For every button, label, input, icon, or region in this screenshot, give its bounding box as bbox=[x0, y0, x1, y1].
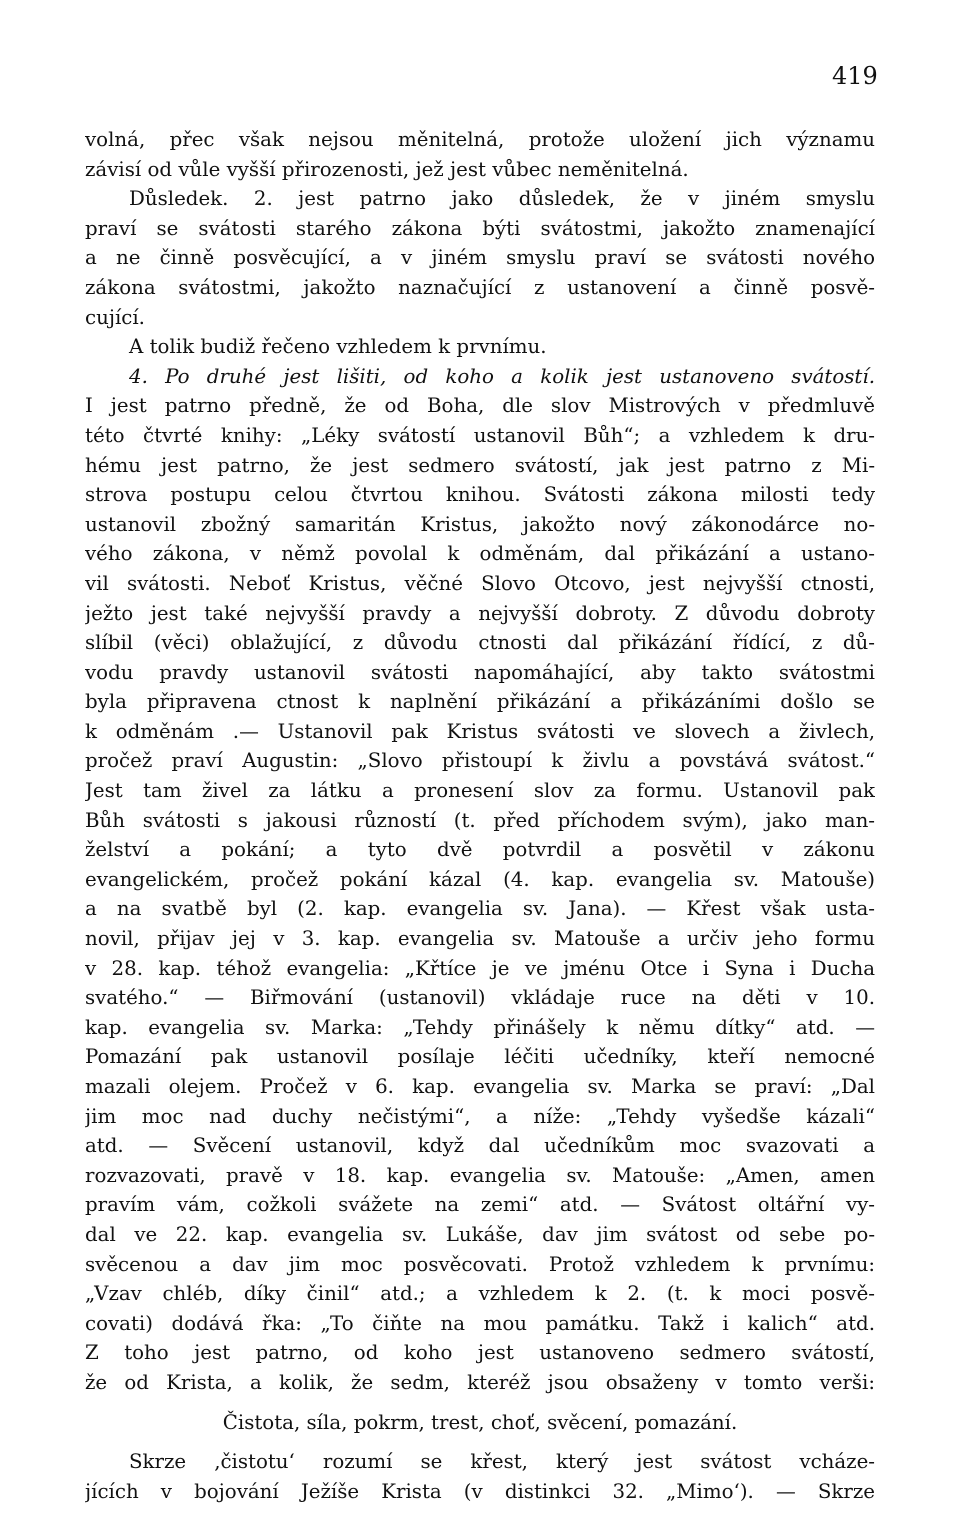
text-line: cující. bbox=[85, 305, 145, 329]
section-heading-line: 4. Po druhé jest lišiti, od koho a kolik jest ustanoveno svátostí. bbox=[129, 364, 875, 388]
text-line: závisí od vůle vyšší přirozenosti, jež jest vůbec neměnitelná. bbox=[85, 157, 689, 181]
text-line: praví se svátosti starého zákona býti svátostmi, jakožto znamenající bbox=[85, 216, 875, 240]
text-line: ježto jest také nejvyšší pravdy a nejvyšší dobroty. Z důvodu dobroty bbox=[85, 601, 875, 625]
text-line: této čtvrté knihy: „Léky svátostí ustanovil Bůh“; a vzhledem k dru- bbox=[85, 423, 875, 447]
text-line: A tolik budiž řečeno vzhledem k prvnímu. bbox=[129, 335, 547, 359]
text-line: evangelickém, pročež pokání kázal (4. kap. evangelia sv. Matouše) bbox=[85, 867, 875, 891]
text-line: vého zákona, v němž povolal k odměnám, dal přikázání a ustano- bbox=[85, 542, 875, 566]
verse-line: Čistota, síla, pokrm, trest, choť, svěcení, pomazání. bbox=[222, 1410, 738, 1434]
text-line: strova postupu celou čtvrtou knihou. Svátosti zákona milosti tedy bbox=[85, 483, 875, 507]
text-line: atd. — Svěcení ustanovil, když dal učedníkům moc svazovati a bbox=[85, 1134, 875, 1158]
text-line: covati) dodává řka: „To čiňte na mou památku. Takž i kalich“ atd. bbox=[85, 1311, 875, 1335]
text-line: jim moc nad duchy nečistými“, a níže: „Tehdy vyšedše kázali“ bbox=[85, 1104, 875, 1128]
text-line: k odměnám .— Ustanovil pak Kristus svátosti ve slovech a živlech, bbox=[85, 719, 875, 743]
text-line: Z toho jest patrno, od koho jest ustanoveno sedmero svátostí, bbox=[85, 1341, 875, 1365]
text-line: vil svátosti. Neboť Kristus, věčné Slovo Otcovo, jest nejvyšší ctnosti, bbox=[85, 571, 875, 595]
text-line: ustanovil zbožný samaritán Kristus, jakožto nový zákonodárce no- bbox=[85, 512, 875, 536]
text-line: slíbil (věci) oblažující, z důvodu ctnosti dal přikázání řídící, z dů- bbox=[85, 631, 875, 655]
text-line: v 28. kap. téhož evangelia: „Křtíce je ve jménu Otce i Syna i Ducha bbox=[85, 956, 875, 980]
text-line: vodu pravdy ustanovil svátosti napomáhající, aby takto svátostmi bbox=[85, 660, 875, 684]
text-line: pravím vám, cožkoli svážete na zemi“ atd. — Svátost oltářní vy- bbox=[85, 1193, 875, 1217]
text-line: a na svatbě byl (2. kap. evangelia sv. Jana). — Křest však usta- bbox=[85, 897, 875, 921]
text-line: kap. evangelia sv. Marka: „Tehdy přinášely k němu dítky“ atd. — bbox=[85, 1015, 875, 1039]
text-line: svěcenou a dav jim moc posvěcovati. Protož vzhledem k prvnímu: bbox=[85, 1252, 875, 1276]
text-line: „Vzav chléb, díky činil“ atd.; a vzhledem k 2. (t. k moci posvě- bbox=[85, 1282, 875, 1306]
text-line: jících v bojování Ježíše Krista (v distinkci 32. „Mimo‘). — Skrze bbox=[85, 1479, 875, 1503]
text-line: mazali olejem. Pročež v 6. kap. evangelia sv. Marka se praví: „Dal bbox=[85, 1075, 875, 1098]
text-line: byla připravena ctnost k naplnění přikázání a přikázáními došlo se bbox=[85, 690, 875, 714]
page-body-text bbox=[85, 125, 875, 1506]
text-line: želství a pokání; a tyto dvě potvrdil a posvětil v zákonu bbox=[85, 838, 875, 862]
text-line: I jest patrno předně, že od Boha, dle slov Mistrových v předmluvě bbox=[85, 394, 875, 418]
text-line: že od Krista, a kolik, že sedm, kteréž jsou obsaženy v tomto verši: bbox=[85, 1370, 875, 1394]
text-line: hému jest patrno, že jest sedmero svátostí, jak jest patrno z Mi- bbox=[85, 453, 875, 477]
text-line: dal ve 22. kap. evangelia sv. Lukáše, dav jim svátost od sebe po- bbox=[85, 1222, 875, 1246]
text-line: svatého.“ — Biřmování (ustanovil) vkládaje ruce na děti v 10. bbox=[85, 986, 875, 1010]
text-line: pročež praví Augustin: „Slovo přistoupí k živlu a povstává svátost.“ bbox=[85, 749, 875, 773]
text-line: Bůh svátosti s jakousi růzností (t. před příchodem svým), jako man- bbox=[85, 808, 875, 832]
text-line: Jest tam živel za látku a pronesení slov za formu. Ustanovil pak bbox=[85, 779, 875, 803]
page-number: 419 bbox=[832, 62, 878, 90]
text-line: volná, přec však nejsou měnitelná, protože uložení jich významu bbox=[85, 128, 875, 151]
text-line: novil, přijav jej v 3. kap. evangelia sv. Matouše a určiv jeho formu bbox=[85, 927, 875, 951]
text-line: Skrze ‚čistotu‘ rozumí se křest, který jest svátost vcháze- bbox=[129, 1450, 875, 1474]
text-line: Pomazání pak ustanovil posílaje léčiti učedníky, kteří nemocné bbox=[85, 1045, 875, 1069]
text-line: zákona svátostmi, jakožto naznačující z ustanovení a činně posvě- bbox=[85, 275, 875, 299]
text-line: Důsledek. 2. jest patrno jako důsledek, že v jiném smyslu bbox=[129, 187, 875, 211]
text-line: rozvazovati, pravě v 18. kap. evangelia sv. Matouše: „Amen, amen bbox=[85, 1163, 875, 1187]
text-line: a ne činně posvěcující, a v jiném smyslu praví se svátosti nového bbox=[85, 246, 875, 270]
